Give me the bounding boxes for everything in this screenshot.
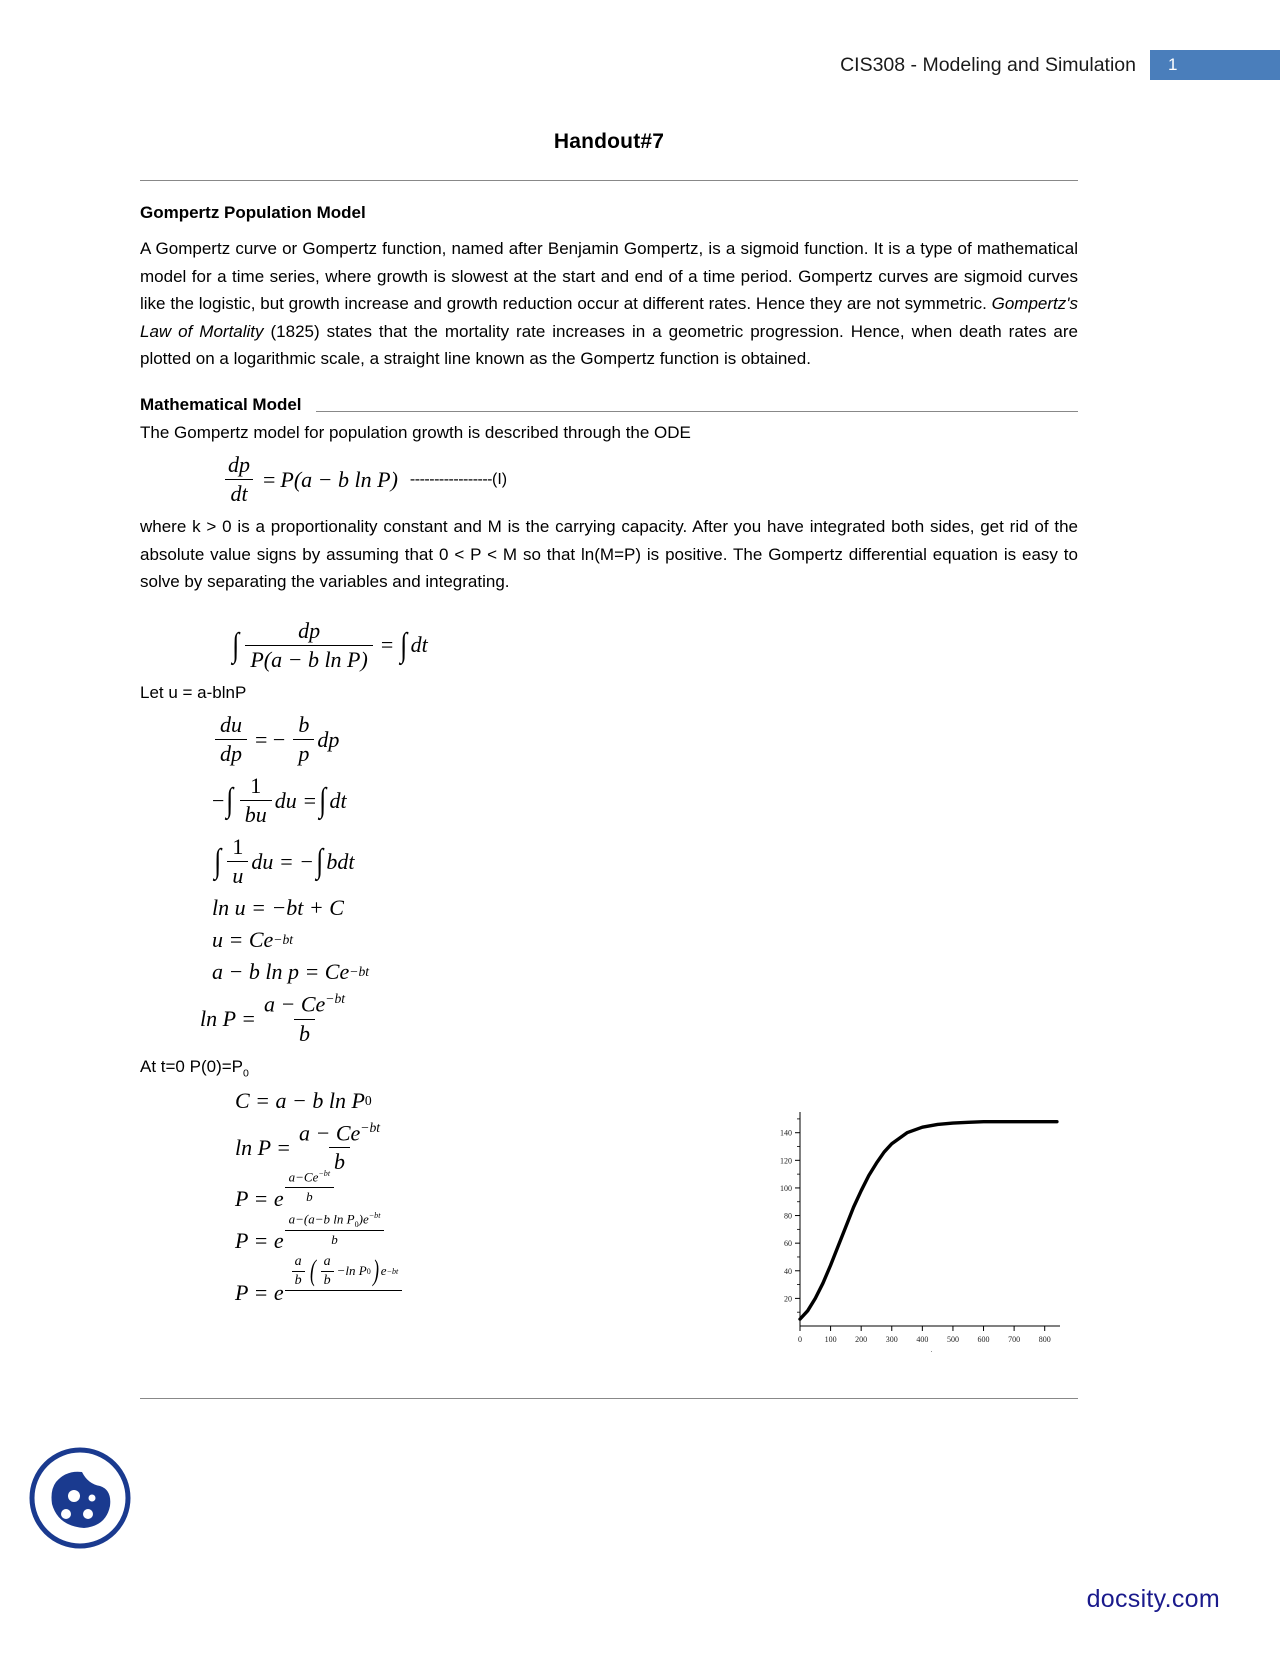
svg-text:200: 200 [855,1335,868,1344]
svg-text:100: 100 [824,1335,837,1344]
svg-text:800: 800 [1038,1335,1051,1344]
svg-text:80: 80 [784,1211,792,1221]
page-header [840,50,1280,80]
svg-text:60: 60 [784,1239,792,1249]
svg-text:600: 600 [977,1335,990,1344]
du-term: du = [274,787,318,813]
course-title: CIS308 - Modeling and Simulation [840,54,1136,76]
paragraph-italic-law: Gompertz's Law of Mortality [140,294,1078,341]
svg-text:300: 300 [885,1335,898,1344]
equation-ode [220,452,1078,507]
frac-du-dp: $\frac{du}{dp}$ [215,712,247,767]
exponent-minus-bt: −bt [349,964,370,980]
frac-b-p: $\frac{b}{p}$ [293,712,314,767]
integral-icon: ∫ [319,782,327,820]
frac-a-minus-ce: $\frac{a - Ce^{-bt}}{b}$ [299,1120,381,1175]
equation-lnP-frac-1: ln P = $\frac{a - Ce^{-bt}}{b}$ [200,991,1078,1046]
equals-sign: = [263,466,276,492]
integral-icon: ∫ [226,782,234,820]
frac-dp-over-pablnp: $\frac{dp}{\text{P(a − b ln P)}}$ [245,618,373,673]
dt-term: dt [329,787,347,813]
bdt-term: bdt [326,848,355,874]
page-number-badge: 1 [1150,50,1280,80]
equation-integral-bu [212,773,1078,828]
exponent-expression: $\frac{a}{b}$ ( $\frac{a}{b}$ −ln P 0 ) e −bt [285,1254,403,1308]
frac-1-u: $\frac{1}{u}$ [227,834,248,889]
integral-icon: ∫ [400,626,408,664]
left-paren: ( [309,1254,316,1288]
svg-text:40: 40 [784,1266,792,1276]
gompertz-growth-chart [758,1098,1068,1360]
svg-text:20: 20 [784,1294,792,1304]
section-heading-gompertz: Gompertz Population Model [140,203,366,222]
ode-rhs: P(a − b ln P) [280,466,398,492]
footer-divider [140,1398,1078,1399]
equation-du-dp [212,712,1078,767]
dp-term: dp [317,726,340,752]
let-u-line: Let u = a-blnP [140,682,247,702]
equation-P-exp-1: P = e $\frac{a-Ce^{-bt}}{b}$ [235,1181,1078,1216]
page-title: Handout#7 [553,130,665,153]
exponent-fraction: $\frac{a-Ce^{-bt}}{b}$ [285,1169,334,1204]
integral-icon: ∫ [316,843,324,881]
leading-minus: − [212,787,225,813]
ode-dashes: ----------------- [409,470,492,488]
right-paren: ) [372,1254,379,1288]
svg-text:100: 100 [780,1183,792,1193]
equation-lnP-frac-2: ln P = $\frac{a - Ce^{-bt}}{b}$ [235,1120,1078,1175]
svg-text:.: . [930,1346,933,1354]
chart-svg [758,1098,1068,1360]
frac-a-b-inner: $\frac{a}{b}$ [321,1254,334,1289]
equals-minus: = − [255,726,286,752]
heading-rule [316,411,1078,412]
svg-text:140: 140 [780,1128,792,1138]
paragraph-part2: (1825) states that the mortality rate increases in a geometric progression. Hence, when death rates are plotted on a logarithmic scale, a straight line known as the Gompertz function is obtained. [140,321,1079,369]
docsity-brand-text: docsity.com [1086,1585,1220,1613]
du-term: du = − [251,848,315,874]
equation-u-exp: u = Ce −bt [212,927,294,953]
equation-P-exp-3: P = e $\frac{a}{b}$ ( $\frac{a}{b}$ −ln P 0 ) e −bt [235,1266,1078,1320]
frac-a-b-outer: $\frac{a}{b}$ [292,1254,305,1289]
svg-text:120: 120 [780,1156,792,1166]
ode-label: (I) [492,470,508,488]
equation-a-minus-blnp: a − b ln p = Ce −bt [212,959,370,985]
section-heading-math-row [140,395,1078,415]
docsity-logo [26,1444,134,1552]
svg-text:400: 400 [916,1335,929,1344]
math-intro-line: The Gompertz model for population growth is described through the ODE [140,422,691,442]
dt-term: dt [410,632,428,658]
initial-condition-line: At t=0 $P(0)=P_0$ [140,1056,249,1080]
integral-icon: ∫ [214,843,222,881]
equation-ln-u: ln u = −bt + C [212,895,344,921]
equation-P-exp-2: P = e $\frac{a-(a-b \ln P_0)e^{-bt}}{b}$ [235,1223,1078,1260]
frac-1-bu: $\frac{1}{bu}$ [240,773,272,828]
section-heading-mathematical-model: Mathematical Model [140,394,302,414]
integral-icon: ∫ [232,626,240,664]
after-ode-paragraph: where k > 0 is a proportionality constant and M is the carrying capacity. After you have integrated both sides, get rid of the absolute value signs by assuming that 0 < P < M so that ln(M=P) is positive. The Gompertz differential equation is easy to solve by separating the variables and integrating. [140,517,1078,592]
exponent-minus-bt: −bt [273,932,294,948]
equation-integral-u [212,834,1078,889]
frac-dp-dt: $\frac{dp}{dt}$ [223,452,255,507]
intro-paragraph [140,235,1078,373]
svg-text:700: 700 [1008,1335,1021,1344]
exponent-fraction: $\frac{a-(a-b \ln P_0)e^{-bt}}{b}$ [285,1211,385,1248]
paragraph-part1: A Gompertz curve or Gompertz function, named after Benjamin Gompertz, is a sigmoid function. It is a type of mathematical model for a time series, where growth is slowest at the start and end of a time period. Gompertz curves are sigmoid curves like the logistic, but growth increase and growth reduction occur at different rates. Hence they are not symmetric. [140,239,1078,314]
equation-separated-integral: ∫ $\frac{dp}{\text{P(a − b ln P)}}$ = ∫ dt [232,617,428,672]
equation-C-value: C = a − b ln P 0 [235,1088,372,1114]
title-divider [140,180,1078,181]
svg-text:0: 0 [798,1335,802,1344]
svg-text:500: 500 [946,1335,959,1344]
frac-a-minus-ce: $\frac{a - Ce^{-bt}}{b}$ [264,991,346,1046]
